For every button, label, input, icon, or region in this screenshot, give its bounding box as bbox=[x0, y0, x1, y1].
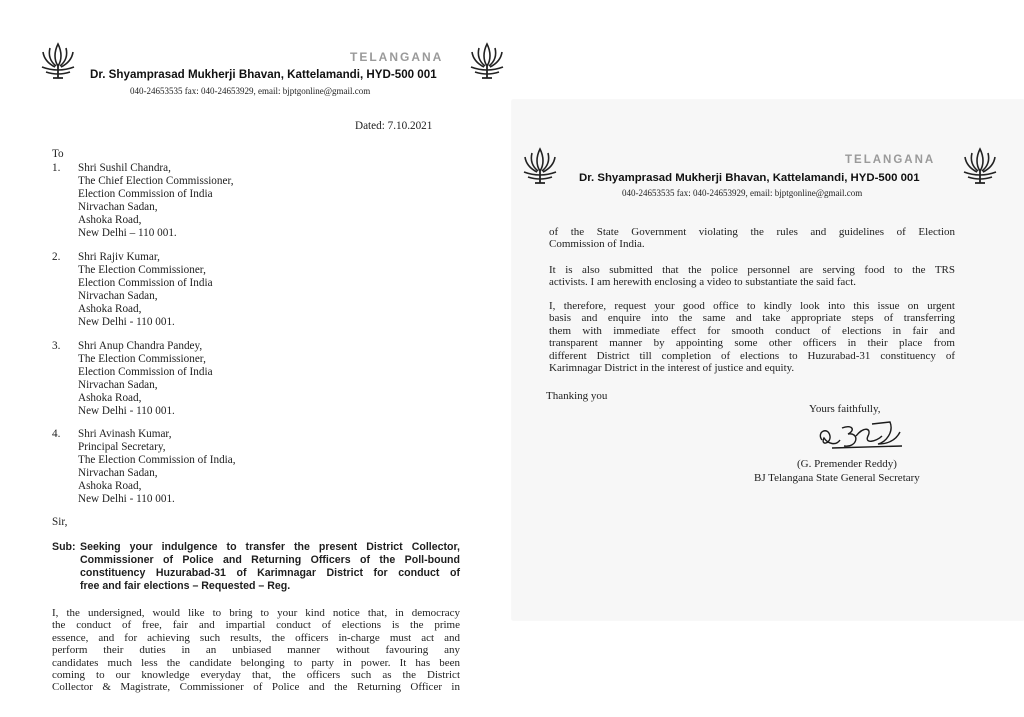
body-line: I, the undersigned, would like to bring to your kind notice that, in democracy bbox=[52, 607, 460, 619]
body-line: perform their duties in an unbiased manner without favouring any bbox=[52, 644, 460, 657]
lotus-logo-icon bbox=[467, 40, 507, 80]
address-line: The Election Commission of India, bbox=[78, 454, 236, 466]
recipient-address-block bbox=[78, 251, 213, 329]
lotus-logo-icon bbox=[520, 145, 560, 185]
body-paragraph-1 bbox=[549, 226, 955, 251]
body-line: of the State Government violating the rules and guidelines of Election bbox=[549, 226, 955, 238]
lotus-logo-icon bbox=[38, 40, 78, 80]
signature-icon bbox=[812, 418, 912, 458]
body-line: It is also submitted that the police personnel are serving food to the TRS bbox=[549, 264, 955, 276]
recipient-address-block bbox=[78, 162, 234, 240]
address-line: New Delhi - 110 001. bbox=[78, 316, 175, 328]
body-line: them with immediate effect for smooth conduct of elections in fair and bbox=[549, 324, 955, 337]
address-line: The Election Commissioner, bbox=[78, 353, 206, 365]
body-line: activists. I am herewith enclosing a video to substantiate the said fact. bbox=[549, 276, 856, 289]
body-line: different District till completion of elections to Huzurabad-31 constituency of bbox=[549, 349, 955, 362]
address-line: Nirvachan Sadan, bbox=[78, 467, 158, 479]
letterhead-state: TELANGANA bbox=[350, 50, 444, 64]
address-line: Shri Sushil Chandra, bbox=[78, 162, 171, 174]
body-line: Commission of India. bbox=[549, 238, 645, 251]
signatory-designation: BJ Telangana State General Secretary bbox=[754, 472, 920, 484]
address-line: Nirvachan Sadan, bbox=[78, 201, 158, 213]
letterhead-state: TELANGANA bbox=[845, 154, 936, 166]
body-paragraph-2 bbox=[549, 264, 955, 289]
salutation: Sir, bbox=[52, 516, 68, 528]
lotus-logo-icon bbox=[960, 145, 1000, 185]
address-line: Ashoka Road, bbox=[78, 480, 142, 492]
address-line: The Election Commissioner, bbox=[78, 264, 206, 276]
body-line: the conduct of free, fair and impartial conduct of elections is the prime bbox=[52, 619, 460, 632]
body-paragraph bbox=[52, 607, 460, 694]
letter-page-2 bbox=[512, 100, 1024, 620]
signatory-name: (G. Premender Reddy) bbox=[797, 458, 897, 470]
body-line: candidates much less the candidate belonging to party in power. It has been bbox=[52, 656, 460, 669]
address-line: Nirvachan Sadan, bbox=[78, 379, 158, 391]
subject-line: Commissioner of Police and Returning Officers of the Poll-bound bbox=[80, 554, 460, 566]
body-line: transparent manner by appointing some other officers in their place from bbox=[549, 337, 955, 350]
closing-line: Yours faithfully, bbox=[809, 403, 881, 415]
subject-text bbox=[80, 541, 460, 593]
recipient-number: 1. bbox=[52, 162, 61, 174]
subject-label: Sub: bbox=[52, 541, 76, 553]
address-line: Ashoka Road, bbox=[78, 214, 142, 226]
letterhead-address: Dr. Shyamprasad Mukherji Bhavan, Kattelamandi, HYD-500 001 bbox=[579, 172, 920, 184]
address-line: Ashoka Road, bbox=[78, 392, 142, 404]
body-line: I, therefore, request your good office to kindly look into this issue on urgent bbox=[549, 300, 955, 312]
recipient-number: 3. bbox=[52, 340, 61, 352]
address-line: Nirvachan Sadan, bbox=[78, 290, 158, 302]
address-line: The Chief Election Commissioner, bbox=[78, 175, 234, 187]
to-label: To bbox=[52, 148, 64, 160]
recipient-number: 4. bbox=[52, 428, 61, 440]
address-line: Shri Rajiv Kumar, bbox=[78, 251, 160, 263]
address-line: Election Commission of India bbox=[78, 277, 213, 289]
address-line: Election Commission of India bbox=[78, 366, 213, 378]
body-paragraph-3 bbox=[549, 300, 955, 374]
address-line: Election Commission of India bbox=[78, 188, 213, 200]
body-line: Karimnagar District in the interest of justice and equity. bbox=[549, 362, 795, 375]
subject-line: constituency Huzurabad-31 of Karimnagar District for conduct of bbox=[80, 567, 460, 579]
address-line: Ashoka Road, bbox=[78, 303, 142, 315]
body-line: Collector & Magistrate, Commissioner of Police and the Returning Officer in bbox=[52, 681, 460, 694]
address-line: New Delhi - 110 001. bbox=[78, 405, 175, 417]
body-line: coming to our knowledge everyday that, the officers such as the District bbox=[52, 669, 460, 682]
body-line: essence, and for achieving such results, the officers in-charge must act and bbox=[52, 631, 460, 644]
thanking-line: Thanking you bbox=[546, 390, 608, 402]
address-line: New Delhi – 110 001. bbox=[78, 227, 177, 239]
subject-line: Seeking your indulgence to transfer the present District Collector, bbox=[80, 541, 460, 553]
recipient-number: 2. bbox=[52, 251, 61, 263]
recipient-address-block bbox=[78, 428, 236, 506]
letterhead-contact: 040-24653535 fax: 040-24653929, email: bjptgonline@gmail.com bbox=[130, 86, 371, 96]
letterhead-contact: 040-24653535 fax: 040-24653929, email: bjptgonline@gmail.com bbox=[622, 188, 863, 198]
address-line: Shri Anup Chandra Pandey, bbox=[78, 340, 203, 352]
address-line: New Delhi - 110 001. bbox=[78, 493, 175, 505]
address-line: Principal Secretary, bbox=[78, 441, 166, 453]
letterhead-address: Dr. Shyamprasad Mukherji Bhavan, Kattelamandi, HYD-500 001 bbox=[90, 68, 437, 81]
body-line: basis and enquire into the same and take appropriate steps of transferring bbox=[549, 312, 955, 325]
letter-date: Dated: 7.10.2021 bbox=[355, 120, 433, 132]
subject-line: free and fair elections – Requested – Reg. bbox=[80, 580, 291, 592]
recipient-address-block bbox=[78, 340, 213, 418]
address-line: Shri Avinash Kumar, bbox=[78, 428, 172, 440]
